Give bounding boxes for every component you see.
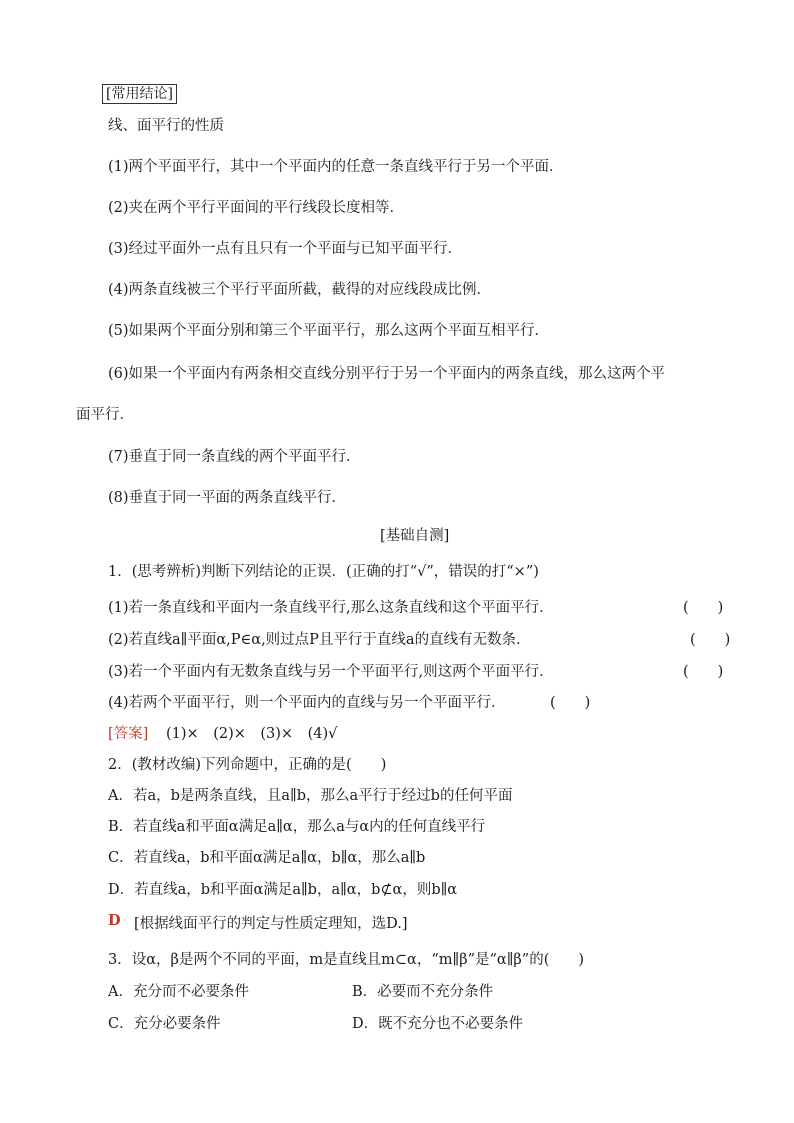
conclusion-5: (5)如果两个平面分别和第三个平面平行，那么这两个平面互相平行． [108, 323, 550, 339]
q1-answer: (1)× (2)× (3)× (4)√ [166, 726, 338, 742]
q3-stem: 3．设α，β是两个不同的平面，m是直线且m⊂α，“m∥β”是“α∥β”的( ) [108, 952, 585, 968]
conclusion-7: (7)垂直于同一条直线的两个平面平行． [108, 449, 361, 465]
q1-item-1: (1)若一条直线和平面内一条直线平行,那么这条直线和这个平面平行． [108, 600, 554, 616]
q1-item-1-paren: ( ) [683, 600, 724, 616]
q2-stem: 2．(教材改编)下列命题中，正确的是( ) [108, 757, 387, 773]
conclusion-8: (8)垂直于同一平面的两条直线平行． [108, 490, 347, 506]
q3-option-d: D．既不充分也不必要条件 [352, 1016, 524, 1032]
conclusion-2: (2)夹在两个平行平面间的平行线段长度相等． [108, 200, 405, 216]
conclusion-3: (3)经过平面外一点有且只有一个平面与已知平面平行． [108, 241, 463, 257]
conclusion-1: (1)两个平面平行，其中一个平面内的任意一条直线平行于另一个平面． [108, 159, 564, 175]
q1-item-3-paren: ( ) [683, 664, 724, 680]
q1-answer-tag: [答案] [108, 726, 149, 742]
q3-option-c: C．充分必要条件 [108, 1016, 221, 1032]
q1-item-4: (4)若两个平面平行，则一个平面内的直线与另一个平面平行． [108, 695, 506, 711]
q1-item-4-paren: ( ) [550, 695, 591, 711]
q1-item-3: (3)若一个平面内有无数条直线与另一个平面平行,则这两个平面平行． [108, 664, 554, 680]
q2-option-c: C．若直线a，b和平面α满足a∥α，b∥α，那么a∥b [108, 850, 426, 866]
section-tag-common-conclusions: [常用结论] [102, 84, 177, 104]
q2-option-a: A．若a，b是两条直线，且a∥b，那么a平行于经过b的任何平面 [108, 788, 513, 804]
q3-option-a: A．充分而不必要条件 [108, 984, 249, 1000]
q2-answer-explain: [根据线面平行的判定与性质定理知，选D.] [134, 916, 408, 932]
self-test-heading: [基础自测] [380, 528, 450, 544]
conclusion-6: (6)如果一个平面内有两条相交直线分别平行于另一个平面内的两条直线，那么这两个平 [108, 366, 666, 382]
q1-item-2: (2)若直线a∥平面α,P∈α,则过点P且平行于直线a的直线有无数条． [108, 632, 531, 648]
q2-answer-letter: D [108, 912, 121, 929]
q3-option-b: B．必要而不充分条件 [352, 984, 494, 1000]
intro-text: 线、面平行的性质 [108, 118, 224, 134]
q1-stem: 1．(思考辨析)判断下列结论的正误．(正确的打“√”，错误的打“×”) [108, 564, 539, 580]
q1-item-2-paren: ( ) [690, 632, 731, 648]
conclusion-4: (4)两条直线被三个平行平面所截，截得的对应线段成比例． [108, 282, 492, 298]
q2-option-d: D．若直线a，b和平面α满足a∥b，a∥α，b⊄α，则b∥α [108, 882, 458, 898]
conclusion-6-continued: 面平行． [76, 407, 134, 423]
q2-option-b: B．若直线a和平面α满足a∥α，那么a与α内的任何直线平行 [108, 819, 486, 835]
